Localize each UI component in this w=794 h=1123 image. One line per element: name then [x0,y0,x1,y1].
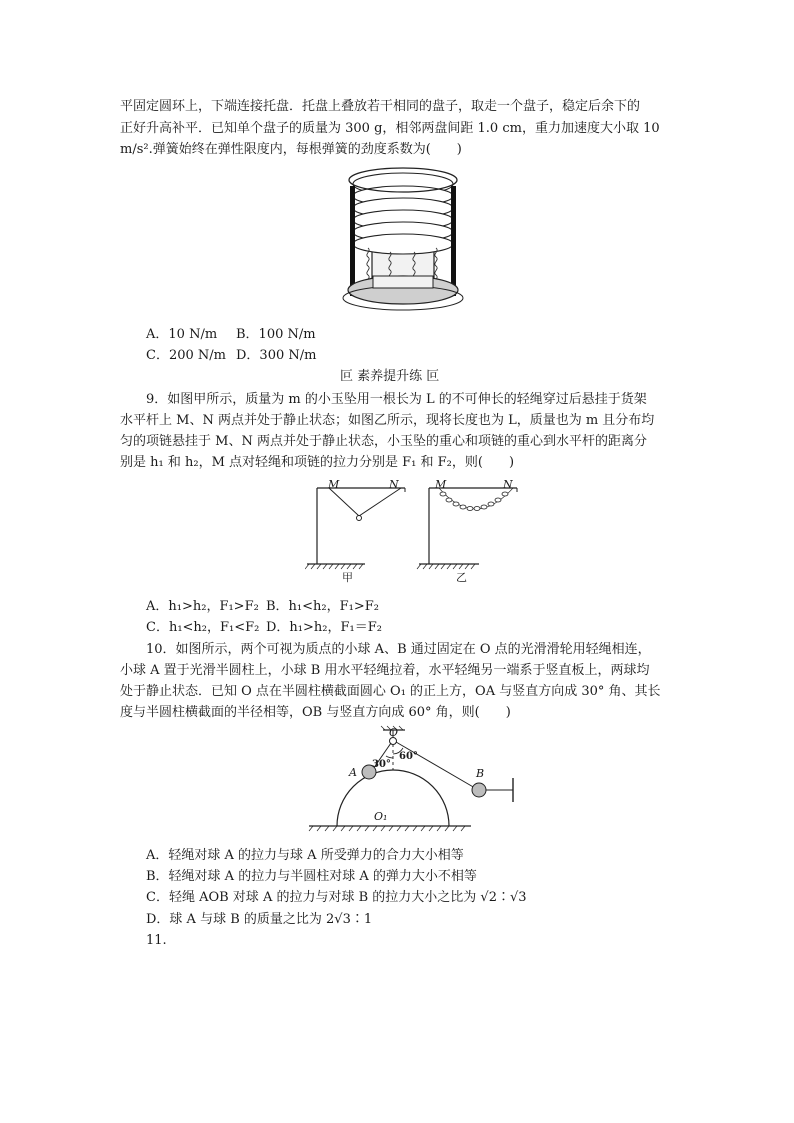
q9-option-c: C．h₁<h₂，F₁<F₂ [146,620,260,635]
q8-line-2: 正好升高补平．已知单个盘子的质量为 300 g，相邻两盘间距 1.0 cm，重力加速度大小取 10 [120,121,660,136]
q9-label-m-jia: M [328,478,340,491]
q9-label-n-jia: N [389,478,399,491]
q9-line-4: 别是 h₁ 和 h₂，M 点对轻绳和项链的拉力分别是 F₁ 和 F₂，则( ) [120,455,515,470]
q8-option-b: B．100 N/m [236,327,316,342]
q10-label-a: A [349,766,357,779]
q9-option-d: D．h₁>h₂，F₁＝F₂ [266,620,382,635]
spring-plate-figure [340,166,466,312]
q9-label-m-yi: M [435,478,447,491]
q9-line-2: 水平杆上 M、N 两点并处于静止状态；如图乙所示，现将长度也为 L，质量也为 m 且分布均 [120,413,655,428]
q10-label-60: 60° [399,751,418,762]
q10-line-1: 10．如图所示，两个可视为质点的小球 A、B 通过固定在 O 点的光滑滑轮用轻绳相连， [146,642,651,657]
q10-label-o1: O₁ [374,810,388,823]
q8-line-1: 平固定圆环上，下端连接托盘．托盘上叠放若干相同的盘子，取走一个盘子，稳定后余下的 [120,99,641,114]
q9-caption-yi: 乙 [456,571,467,584]
section-title: 叵 素养提升练 叵 [340,369,440,384]
q10-option-b: B．轻绳对球 A 的拉力与半圆柱对球 A 的弹力大小不相等 [146,869,477,884]
q8-option-d: D．300 N/m [236,348,317,363]
q8-option-a: A．10 N/m [146,327,218,342]
q10-label-o: O [389,726,399,739]
q10-label-b: B [476,767,485,780]
q10-line-4: 度与半圆柱横截面的半径相等，OB 与竖直方向成 60° 角，则( ) [120,705,511,720]
q8-option-c: C．200 N/m [146,348,226,363]
q10-option-c: C．轻绳 AOB 对球 A 的拉力与对球 B 的拉力大小之比为 √2∶√3 [146,890,527,905]
q10-line-2: 小球 A 置于光滑半圆柱上，小球 B 用水平轻绳拉着，水平轻绳另一端系于竖直板上，两球均 [120,663,650,678]
q10-option-a: A．轻绳对球 A 的拉力与球 A 所受弹力的合力大小相等 [146,848,464,863]
q10-figure [305,724,525,840]
q9-line-3: 匀的项链悬挂于 M、N 两点并处于静止状态，小玉坠的重心和项链的重心到水平杆的距离分 [120,434,647,449]
q9-figure [305,480,535,580]
q10-line-3: 处于静止状态．已知 O 点在半圆柱横截面圆心 O₁ 的正上方，OA 与竖直方向成 30° 角、其长 [120,684,661,699]
q8-line-3: m/s².弹簧始终在弹性限度内，每根弹簧的劲度系数为( ) [120,142,462,157]
q11-number: 11. [146,933,167,948]
q10-option-d: D．球 A 与球 B 的质量之比为 2√3∶1 [146,912,373,927]
q9-line-1: 9．如图甲所示，质量为 m 的小玉坠用一根长为 L 的不可伸长的轻绳穿过后悬挂于货架 [146,392,647,407]
q9-caption-jia: 甲 [342,571,353,584]
q9-label-n-yi: N [503,478,513,491]
q9-option-a: A．h₁>h₂，F₁>F₂ [146,599,259,614]
q9-option-b: B．h₁<h₂，F₁>F₂ [266,599,379,614]
q10-label-30: 30° [372,759,391,770]
